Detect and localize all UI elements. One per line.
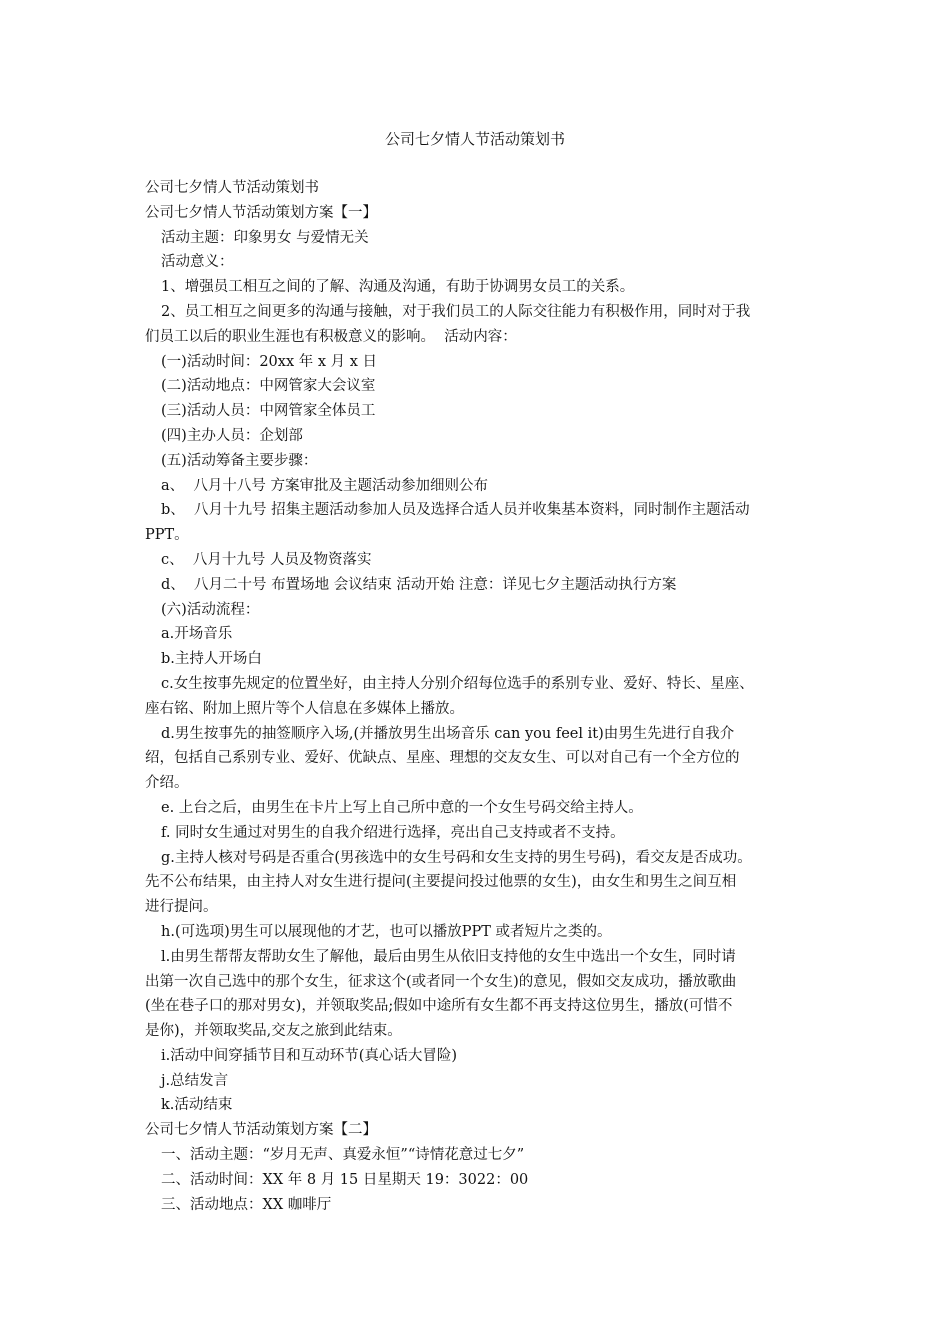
text-line: b.主持人开场白 [161, 651, 262, 668]
text-line: 座右铭、附加上照片等个人信息在多媒体上播放。 [145, 700, 464, 717]
document-title: 公司七夕情人节活动策划书 [384, 130, 565, 148]
text-line: l.由男生帮帮友帮助女生了解他，最后由男生从依旧支持他的女生中选出一个女生，同时请 [161, 948, 736, 965]
text-line: k.活动结束 [161, 1097, 233, 1114]
text-line: c、 八月十九号 人员及物资落实 [161, 551, 372, 568]
text-line: 是你)，并领取奖品,交友之旅到此结束。 [145, 1023, 402, 1040]
text-line: 1、增强员工相互之间的了解、沟通及沟通，有助于协调男女员工的关系。 [161, 279, 635, 296]
text-line: h.(可选项)男生可以展现他的才艺，也可以播放PPT 或者短片之类的。 [161, 923, 612, 940]
text-line: (六)活动流程： [161, 601, 260, 618]
text-line: f. 同时女生通过对男生的自我介绍进行选择，亮出自己支持或者不支持。 [161, 824, 625, 841]
text-line: 三、活动地点：XX 咖啡厅 [161, 1196, 332, 1213]
text-line: j.总结发言 [161, 1072, 229, 1089]
text-line: a.开场音乐 [161, 626, 233, 643]
text-line: 绍，包括自己系别专业、爱好、优缺点、星座、理想的交友女生、可以对自己有一个全方位的 [145, 750, 740, 767]
text-line: (三)活动人员：中网管家全体员工 [161, 403, 376, 420]
text-line: 进行提问。 [145, 899, 218, 916]
text-line: e. 上台之后，由男生在卡片上写上自己所中意的一个女生号码交给主持人。 [161, 799, 643, 816]
text-line: 介绍。 [145, 775, 189, 792]
text-line: 一、活动主题：“岁月无声、真爱永恒”“诗情花意过七夕” [161, 1147, 525, 1164]
text-line: 先不公布结果，由主持人对女生进行提问(主要提问投过他票的女生)，由女生和男生之间互相 [145, 874, 737, 891]
document-body [145, 176, 809, 1217]
text-line: 公司七夕情人节活动策划方案【一】 [145, 204, 377, 221]
text-line: d、 八月二十号 布置场地 会议结束 活动开始 注意：详见七夕主题活动执行方案 [161, 576, 677, 593]
text-line: 2、员工相互之间更多的沟通与接触，对于我们员工的人际交往能力有积极作用，同时对于我 [161, 303, 751, 320]
text-line: 活动意义： [161, 254, 234, 271]
text-line: 二、活动时间：XX 年 8 月 15 日星期天 19：3022：00 [161, 1171, 529, 1188]
text-line: (二)活动地点：中网管家大会议室 [161, 378, 376, 395]
text-line: (一)活动时间：20xx 年 x 月 x 日 [161, 353, 378, 370]
text-line: c.女生按事先规定的位置坐好，由主持人分别介绍每位选手的系别专业、爱好、特长、星座、 [161, 675, 754, 692]
text-line: (坐在巷子口的那对男女)，并领取奖品;假如中途所有女生都不再支持这位男生，播放(可惜不 [145, 998, 733, 1015]
text-line: b、 八月十九号 招集主题活动参加人员及选择合适人员并收集基本资料，同时制作主题活动 [161, 502, 750, 519]
text-line: i.活动中间穿插节目和互动环节(真心话大冒险) [161, 1047, 458, 1064]
text-line: a、 八月十八号 方案审批及主题活动参加细则公布 [161, 477, 488, 494]
text-line: g.主持人核对号码是否重合(男孩选中的女生号码和女生支持的男生号码)，看交友是否成功。 [161, 849, 752, 866]
text-line: 公司七夕情人节活动策划书 [145, 180, 319, 196]
text-line: 活动主题：印象男女 与爱情无关 [161, 229, 369, 246]
text-line: (五)活动筹备主要步骤： [161, 452, 318, 469]
text-line: 出第一次自己选中的那个女生，征求这个(或者同一个女生)的意见，假如交友成功，播放歌曲 [145, 973, 737, 990]
text-line: 们员工以后的职业生涯也有积极意义的影响。 活动内容： [145, 328, 517, 345]
text-line: (四)主办人员：企划部 [161, 427, 303, 444]
text-line: 公司七夕情人节活动策划方案【二】 [145, 1122, 377, 1139]
text-line: PPT。 [145, 527, 189, 544]
text-line: d.男生按事先的抽签顺序入场,(并播放男生出场音乐 can you feel it)由男生先进行自我介 [161, 725, 735, 742]
